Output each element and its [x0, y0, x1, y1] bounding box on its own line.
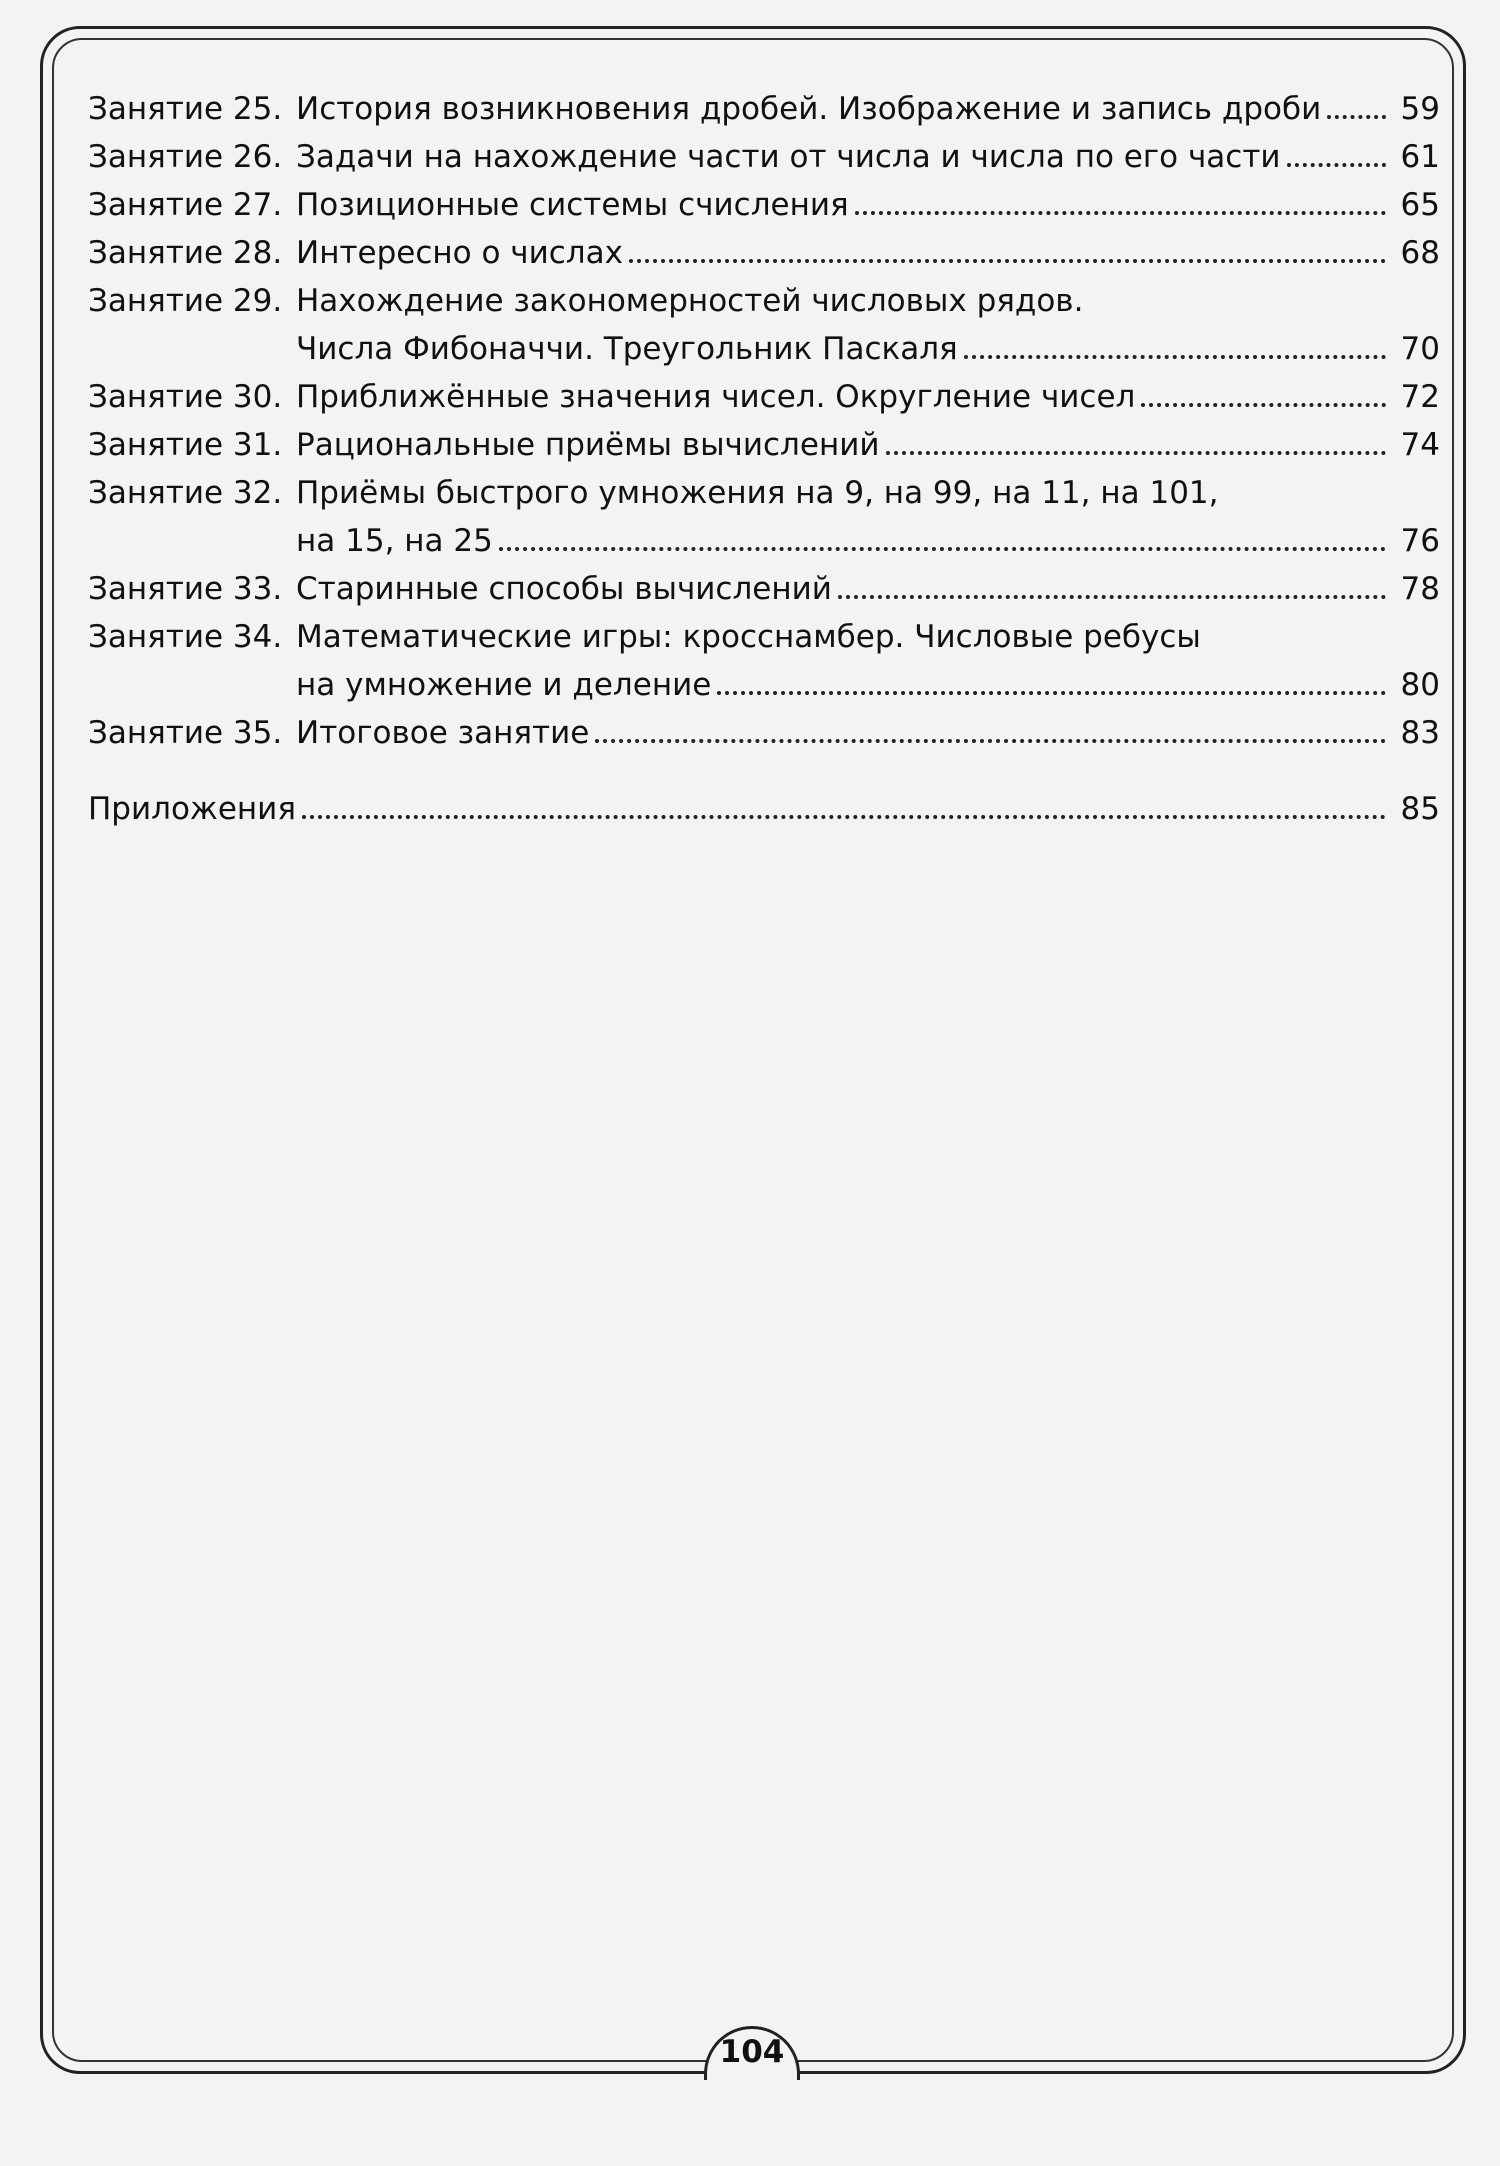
toc-entry[interactable]: [88, 373, 1440, 421]
title-line: [296, 469, 1440, 517]
dot-leader: [886, 451, 1386, 455]
page-number-ref: 70: [1400, 331, 1440, 367]
lesson-title: [296, 421, 1440, 469]
appendix-page-number: 85: [1400, 791, 1440, 827]
title-line: [296, 133, 1440, 181]
page-number-ref: 78: [1400, 571, 1440, 607]
lesson-title: [296, 277, 1440, 373]
toc-entry[interactable]: [88, 469, 1440, 565]
title-line: [296, 277, 1440, 325]
toc-entry-appendix[interactable]: [88, 785, 1440, 833]
toc-entry[interactable]: [88, 85, 1440, 133]
dot-leader: [499, 547, 1386, 551]
title-line: [296, 613, 1440, 661]
lesson-label: Занятие 27.: [88, 187, 283, 223]
title-line-text: Интересно о числах: [296, 235, 623, 271]
lesson-label: Занятие 33.: [88, 571, 283, 607]
title-line: [296, 565, 1440, 613]
title-line: [296, 421, 1440, 469]
lesson-label: Занятие 30.: [88, 379, 283, 415]
page-number-ref: 76: [1400, 523, 1440, 559]
toc-separator: [88, 757, 1440, 785]
title-line: [296, 229, 1440, 277]
title-line-text: на умножение и деление: [296, 667, 712, 703]
title-line: [296, 373, 1440, 421]
title-line-text: Приближённые значения чисел. Округление чисел: [296, 379, 1136, 415]
lesson-label: Занятие 25.: [88, 91, 283, 127]
page-number-ref: 59: [1400, 91, 1440, 127]
lesson-title: [296, 709, 1440, 757]
toc-entries: [88, 85, 1440, 757]
lesson-label: Занятие 31.: [88, 427, 283, 463]
toc-entry[interactable]: [88, 181, 1440, 229]
lesson-title: [296, 565, 1440, 613]
title-line-text: Рациональные приёмы вычислений: [296, 427, 880, 463]
title-line: [296, 709, 1440, 757]
page-number-ref: 83: [1400, 715, 1440, 751]
toc-entry[interactable]: [88, 421, 1440, 469]
title-line-text: История возникновения дробей. Изображение и запись дроби: [296, 91, 1322, 127]
lesson-label: Занятие 32.: [88, 475, 283, 511]
title-line-text: Математические игры: кросснамбер. Числовые ребусы: [296, 619, 1201, 655]
toc-entry[interactable]: [88, 277, 1440, 373]
title-line: [296, 325, 1440, 373]
toc-entry[interactable]: [88, 709, 1440, 757]
title-line: [296, 85, 1440, 133]
title-line-text: Старинные способы вычислений: [296, 571, 832, 607]
toc-entry[interactable]: [88, 565, 1440, 613]
toc-entry[interactable]: [88, 229, 1440, 277]
lesson-label: Занятие 34.: [88, 619, 283, 655]
page-number-ref: 65: [1400, 187, 1440, 223]
title-line-text: на 15, на 25: [296, 523, 493, 559]
dot-leader: [855, 211, 1386, 215]
title-line-text: Числа Фибоначчи. Треугольник Паскаля: [296, 331, 958, 367]
dot-leader: [1287, 163, 1386, 167]
lesson-title: [296, 373, 1440, 421]
dot-leader: [629, 259, 1386, 263]
lesson-title: [296, 85, 1440, 133]
title-line: [296, 181, 1440, 229]
title-line-text: Итоговое занятие: [296, 715, 590, 751]
page-number: 104: [719, 2034, 785, 2070]
dot-leader: [1327, 115, 1386, 119]
page-number-ref: 80: [1400, 667, 1440, 703]
lesson-label: Занятие 29.: [88, 283, 283, 319]
title-line: [296, 661, 1440, 709]
dot-leader: [595, 739, 1386, 743]
title-line: [296, 517, 1440, 565]
lesson-title: [296, 613, 1440, 709]
toc-entry[interactable]: [88, 133, 1440, 181]
lesson-label: Занятие 26.: [88, 139, 283, 175]
dot-leader: [302, 815, 1386, 819]
dot-leader: [838, 595, 1386, 599]
lesson-label: Занятие 28.: [88, 235, 283, 271]
lesson-title: [296, 229, 1440, 277]
page-number-ref: 74: [1400, 427, 1440, 463]
dot-leader: [964, 355, 1386, 359]
lesson-title: [296, 181, 1440, 229]
title-line-text: Позиционные системы счисления: [296, 187, 849, 223]
dot-leader: [717, 691, 1386, 695]
toc-entry[interactable]: [88, 613, 1440, 709]
title-line-text: Приёмы быстрого умножения на 9, на 99, на 11, на 101,: [296, 475, 1219, 511]
title-line-text: Задачи на нахождение части от числа и числа по его части: [296, 139, 1281, 175]
page-number-ref: 68: [1400, 235, 1440, 271]
lesson-label: Занятие 35.: [88, 715, 283, 751]
dot-leader: [1141, 403, 1386, 407]
lesson-title: [296, 133, 1440, 181]
lesson-title: [296, 469, 1440, 565]
page-number-ref: 61: [1400, 139, 1440, 175]
appendix-label: Приложения: [88, 791, 296, 827]
table-of-contents: [88, 85, 1440, 833]
title-line-text: Нахождение закономерностей числовых рядов.: [296, 283, 1084, 319]
page-number-ref: 72: [1400, 379, 1440, 415]
